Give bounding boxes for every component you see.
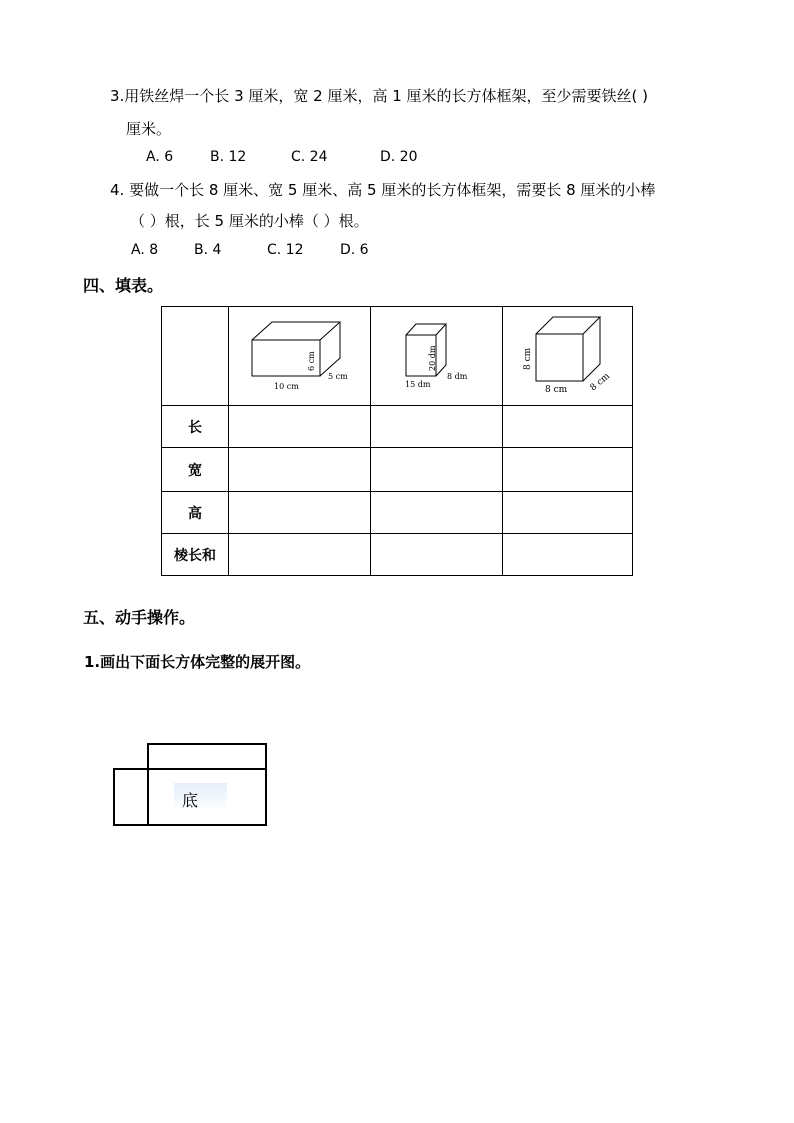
answer-cell[interactable] [371,448,503,492]
fig2-depth-label: 8 dm [446,372,467,381]
q4-option-d: D. 6 [340,242,369,258]
figure-cell-3 [503,307,633,406]
net-side-face [114,769,148,825]
section-4-heading: 四、填表。 [83,276,164,295]
section-5-heading: 五、动手操作。 [83,608,196,627]
figure-cell-2 [371,307,503,406]
fig3-width-label: 8 cm [544,385,567,395]
cuboid-figure-1 [230,307,370,401]
table-row [162,448,633,492]
fig1-height-label: 6 cm [306,351,316,371]
question-4-line2: （ ）根，长 5 厘米的小棒（ ）根。 [130,212,369,230]
row-label-length: 长 [162,406,229,448]
fig1-width-label: 10 cm [273,382,299,391]
table-row [162,534,633,576]
fig2-width-label: 15 dm [404,380,430,389]
row-label-edge-sum: 棱长和 [162,534,229,576]
partial-net-drawing [108,738,274,832]
answer-cell[interactable] [229,492,371,534]
answer-cell[interactable] [229,448,371,492]
corner-cell [162,307,229,406]
table-row [162,406,633,448]
figure-cell-1 [229,307,371,406]
answer-cell[interactable] [503,534,633,576]
q4-option-b: B. 4 [194,242,222,258]
table-row [162,492,633,534]
net-top-face [148,744,266,769]
answer-cell[interactable] [371,406,503,448]
q4-option-c: C. 12 [267,242,304,258]
answer-cell[interactable] [503,406,633,448]
answer-cell[interactable] [229,534,371,576]
q4-option-a: A. 8 [131,242,159,258]
fig3-height-label: 8 cm [522,347,533,370]
question-3-line2: 厘米。 [126,120,172,138]
q3-option-b: B. 12 [210,149,247,165]
answer-cell[interactable] [371,534,503,576]
bottom-face-label: 底 [182,791,199,810]
row-label-height: 高 [162,492,229,534]
question-4-line1: 4. 要做一个长 8 厘米、宽 5 厘米、高 5 厘米的长方体框架，需要长 8 厘米的小棒 [110,181,656,199]
answer-cell[interactable] [229,406,371,448]
figure-row [162,307,633,406]
row-label-width: 宽 [162,448,229,492]
cube-figure-3 [504,307,632,401]
question-3-line1: 3.用铁丝焊一个长 3 厘米，宽 2 厘米，高 1 厘米的长方体框架，至少需要铁丝( ) [110,87,649,105]
cuboid-figure-2 [372,307,502,401]
fig3-depth-label: 8 cm [588,371,612,394]
q3-option-d: D. 20 [380,149,418,165]
answer-cell[interactable] [371,492,503,534]
task-1-text: 1.画出下面长方体完整的展开图。 [84,653,311,671]
fill-table [161,306,633,576]
fig2-height-label: 20 dm [427,345,437,371]
q3-option-a: A. 6 [146,149,174,165]
q3-option-c: C. 24 [291,149,328,165]
answer-cell[interactable] [503,492,633,534]
fig1-depth-label: 5 cm [327,372,348,381]
answer-cell[interactable] [503,448,633,492]
